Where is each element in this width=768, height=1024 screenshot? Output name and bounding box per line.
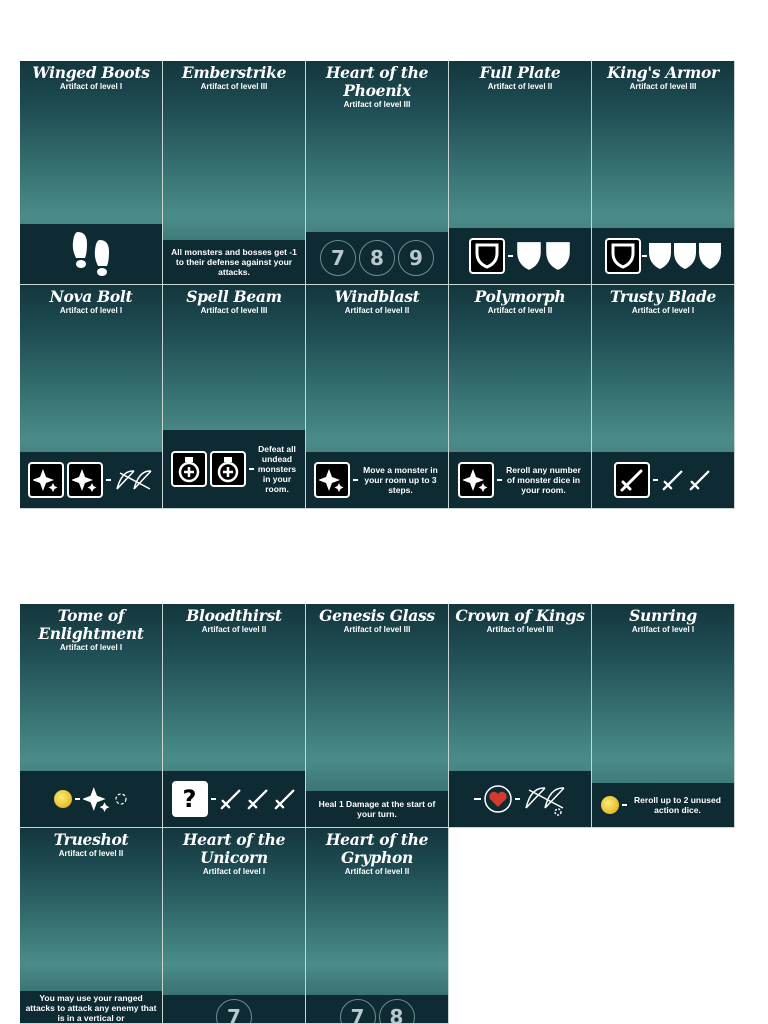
card-winged-boots[interactable] <box>20 61 163 285</box>
effect-symbols <box>469 238 571 274</box>
effect-symbols <box>474 782 567 816</box>
dice-row <box>340 999 415 1024</box>
shield-icon <box>469 238 505 274</box>
card-subtitle: Artifact of level III <box>629 82 697 91</box>
card-effect-panel <box>163 771 305 827</box>
equals-sign <box>515 798 520 800</box>
card-subtitle: Artifact of level I <box>59 82 123 91</box>
card-effect-panel <box>20 224 162 284</box>
card-heart-of-the-phoenix[interactable] <box>306 61 449 285</box>
card-tome-of-enlightment[interactable] <box>20 604 163 828</box>
sword-icon <box>614 462 650 498</box>
card-effect-panel <box>163 240 305 284</box>
sword-icon <box>219 787 243 811</box>
equals-sign <box>653 479 658 481</box>
card-subtitle: Artifact of level III <box>200 306 268 315</box>
die-face: 8 <box>359 240 395 276</box>
card-subtitle: Artifact of level III <box>486 625 554 634</box>
card-windblast[interactable] <box>306 285 449 509</box>
die-face: 9 <box>398 240 434 276</box>
card-sheet-bottom <box>20 604 735 1024</box>
equals-sign <box>106 479 111 481</box>
equals-sign <box>353 479 358 481</box>
coin-icon <box>601 796 619 814</box>
card-effect-panel <box>306 452 448 508</box>
card-heart-of-the-unicorn[interactable] <box>163 828 306 1024</box>
card-effect-text: You may use your ranged attacks to attack any enemy that is in a vertical or <box>25 993 157 1023</box>
die-face: 8 <box>379 999 415 1024</box>
sword-icon <box>688 468 712 492</box>
card-title: Trusty Blade <box>609 287 717 306</box>
shield-icon <box>673 241 697 271</box>
reroll-icon <box>114 792 128 806</box>
shield-icon <box>605 238 641 274</box>
card-title: Nova Bolt <box>49 287 133 306</box>
effect-symbols <box>614 462 712 498</box>
shield-icon <box>545 241 571 271</box>
sword-icon <box>273 787 297 811</box>
shield-icon <box>648 241 672 271</box>
boots-icon <box>68 228 114 280</box>
card-subtitle: Artifact of level III <box>200 82 268 91</box>
card-row <box>20 61 735 285</box>
empty-slot <box>592 828 735 1024</box>
effect-symbols <box>28 462 154 498</box>
equals-sign <box>497 479 502 481</box>
magic-star-icon <box>28 462 64 498</box>
card-full-plate[interactable] <box>449 61 592 285</box>
shield-icon <box>698 241 722 271</box>
card-effect-panel <box>306 995 448 1023</box>
coin-icon <box>54 790 72 808</box>
effect-symbols <box>458 462 583 498</box>
card-subtitle: Artifact of level I <box>59 643 123 652</box>
card-subtitle: Artifact of level I <box>59 306 123 315</box>
magic-star-icon <box>458 462 494 498</box>
card-effect-panel <box>449 452 591 508</box>
effect-symbols <box>601 795 726 815</box>
sword-icon <box>246 787 270 811</box>
card-effect-panel <box>20 452 162 508</box>
card-effect-panel <box>20 771 162 827</box>
card-effect-panel <box>20 991 162 1023</box>
effect-symbols <box>314 462 441 498</box>
card-kings-armor[interactable] <box>592 61 735 285</box>
card-title: Tome of Enlightment <box>38 606 144 643</box>
shield-icon <box>516 241 542 271</box>
card-effect-text: Move a monster in your room up to 3 steps. <box>363 465 438 495</box>
card-effect-panel <box>306 791 448 827</box>
card-title: Crown of Kings <box>455 606 585 625</box>
card-effect-text: Reroll any number of monster dice in your room. <box>506 465 581 495</box>
card-sheet-top <box>20 61 735 509</box>
card-effect-text: Heal 1 Damage at the start of your turn. <box>318 799 436 819</box>
die-face: 7 <box>340 999 376 1024</box>
card-effect-panel <box>306 232 448 284</box>
card-emberstrike[interactable] <box>163 61 306 285</box>
sword-icon <box>661 468 685 492</box>
card-row <box>20 285 735 509</box>
card-effect-text: Reroll up to 2 unused action dice. <box>634 795 721 815</box>
minus-sign <box>474 798 481 800</box>
card-subtitle: Artifact of level II <box>487 82 553 91</box>
card-effect-panel <box>592 452 734 508</box>
card-subtitle: Artifact of level II <box>344 867 410 876</box>
magic-star-icon <box>314 462 350 498</box>
potion-icon <box>171 451 207 487</box>
card-subtitle: Artifact of level III <box>343 625 411 634</box>
card-title: Emberstrike <box>181 63 287 82</box>
card-subtitle: Artifact of level II <box>487 306 553 315</box>
equals-sign <box>508 255 513 257</box>
card-trusty-blade[interactable] <box>592 285 735 509</box>
equals-sign <box>249 468 254 470</box>
card-subtitle: Artifact of level II <box>344 306 410 315</box>
card-title: Bloodthirst <box>186 606 282 625</box>
card-bloodthirst[interactable] <box>163 604 306 828</box>
card-title: Full Plate <box>479 63 561 82</box>
card-heart-of-the-gryphon[interactable] <box>306 828 449 1024</box>
bow-icon <box>523 782 567 816</box>
card-effect-panel <box>163 995 305 1023</box>
card-subtitle: Artifact of level III <box>343 100 411 109</box>
card-title: Genesis Glass <box>319 606 435 625</box>
card-spell-beam[interactable] <box>163 285 306 509</box>
magic-star-icon <box>83 785 111 813</box>
card-title: King's Armor <box>607 63 719 82</box>
card-effect-panel <box>449 771 591 827</box>
card-effect-panel <box>449 228 591 284</box>
card-subtitle: Artifact of level I <box>631 306 695 315</box>
card-row <box>20 604 735 828</box>
card-subtitle: Artifact of level II <box>58 849 124 858</box>
card-sunring[interactable] <box>592 604 735 828</box>
equals-sign <box>622 804 627 806</box>
bow-icon <box>114 467 154 493</box>
potion-icon <box>210 451 246 487</box>
question-icon: ? <box>172 781 208 817</box>
dice-row <box>216 999 252 1024</box>
card-title: Sunring <box>629 606 697 625</box>
card-effect-panel <box>592 783 734 827</box>
card-effect-text: All monsters and bosses get -1 to their defense against your attacks. <box>171 247 297 277</box>
card-title: Trueshot <box>53 830 129 849</box>
card-title: Heart of the Unicorn <box>182 830 286 867</box>
effect-symbols <box>171 444 297 494</box>
heart-icon <box>484 785 512 813</box>
card-title: Heart of the Gryphon <box>325 830 429 867</box>
equals-sign <box>211 798 216 800</box>
card-title: Polymorph <box>474 287 566 306</box>
effect-symbols <box>172 781 297 817</box>
empty-slot <box>449 828 592 1024</box>
card-title: Winged Boots <box>32 63 150 82</box>
card-title: Windblast <box>334 287 420 306</box>
magic-star-icon <box>67 462 103 498</box>
card-subtitle: Artifact of level II <box>201 625 267 634</box>
equals-sign <box>642 255 647 257</box>
dice-row <box>320 240 434 276</box>
die-face: 7 <box>320 240 356 276</box>
card-effect-panel <box>592 228 734 284</box>
card-crown-of-kings[interactable] <box>449 604 592 828</box>
card-genesis-glass[interactable] <box>306 604 449 828</box>
card-trueshot[interactable] <box>20 828 163 1024</box>
card-subtitle: Artifact of level I <box>202 867 266 876</box>
card-title: Heart of the Phoenix <box>325 63 429 100</box>
equals-sign <box>75 798 80 800</box>
effect-symbols <box>54 785 128 813</box>
card-row <box>20 828 735 1024</box>
card-effect-text: Defeat all undead monsters in your room. <box>257 444 297 494</box>
card-subtitle: Artifact of level I <box>631 625 695 634</box>
card-polymorph[interactable] <box>449 285 592 509</box>
card-effect-panel <box>163 430 305 508</box>
card-nova-bolt[interactable] <box>20 285 163 509</box>
effect-symbols <box>605 238 722 274</box>
die-face: 7 <box>216 999 252 1024</box>
card-title: Spell Beam <box>186 287 282 306</box>
